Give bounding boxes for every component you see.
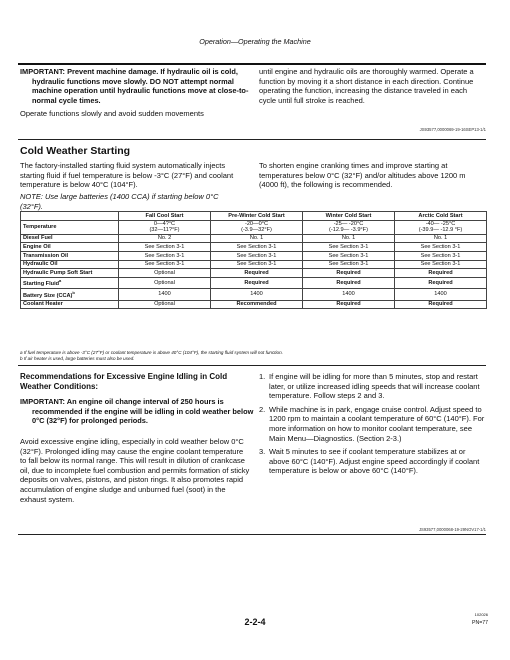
step-1 bbox=[259, 372, 485, 401]
table-cell: See Section 3-1 bbox=[395, 243, 487, 252]
row-label: Hydraulic Pump Soft Start bbox=[21, 269, 119, 278]
step-2 bbox=[259, 405, 485, 443]
table-cell: Required bbox=[303, 269, 395, 278]
table-cell: See Section 3-1 bbox=[119, 260, 211, 269]
table-cell: Recommended bbox=[211, 300, 303, 309]
table-row bbox=[21, 277, 487, 288]
table-cell: No. 1 bbox=[395, 234, 487, 243]
footnote-marker: a bbox=[59, 278, 62, 284]
table-cell: No. 1 bbox=[303, 234, 395, 243]
step-number: 3. bbox=[259, 447, 266, 457]
table-cell: No. 2 bbox=[119, 234, 211, 243]
table-cell: Optional bbox=[119, 277, 211, 288]
table-cell: 0—4?°C (32—11?°F) bbox=[119, 220, 211, 234]
top-rule bbox=[18, 63, 486, 65]
table-cell: See Section 3-1 bbox=[119, 243, 211, 252]
table-header-cell: Arctic Cold Start bbox=[395, 212, 487, 221]
step-text: While machine is in park, engage cruise control. Adjust speed to 1200 rpm to maintain a coolant temperature of 60°C (140°F). For more information on how to monitor coolant temperature, see Main Menu—Diagnostics. (Section 2-3.) bbox=[269, 404, 485, 443]
reference-code: JS93577,0000069-19-16SEP13-1/1 bbox=[419, 127, 486, 132]
step-text: If engine will be idling for more than 5 minutes, stop and restart later, or utilize increased idling speeds that will increase coolant temperature. Follow steps 2 and 3. bbox=[269, 372, 480, 401]
footnote-a: a If fuel temperature is above -3°C (27°F) or coolant temperature is above 40°C (104°F), the starting fluid system will not function. bbox=[20, 350, 283, 355]
table-row bbox=[21, 220, 487, 234]
table-cell: See Section 3-1 bbox=[211, 243, 303, 252]
table-cell: See Section 3-1 bbox=[395, 260, 487, 269]
footnote-b: b If air heater is used, large batteries must also be used. bbox=[20, 356, 135, 361]
table-row bbox=[21, 300, 487, 309]
row-label: Hydraulic Oil bbox=[21, 260, 119, 269]
table-cell: See Section 3-1 bbox=[119, 251, 211, 260]
footer-pn: PN=77 bbox=[471, 620, 488, 626]
row-label: Coolant Heater bbox=[21, 300, 119, 309]
row-label: Temperature bbox=[21, 220, 119, 234]
row-label: Battery Size (CCA)$^b$ bbox=[21, 289, 119, 300]
battery-note: NOTE: Use large batteries (1400 CCA) if starting below 0°C (32°F). bbox=[20, 192, 219, 211]
table-cell: 1400 bbox=[395, 289, 487, 300]
table-cell: Required bbox=[303, 300, 395, 309]
section-rule bbox=[18, 139, 486, 140]
table-row bbox=[21, 260, 487, 269]
table-cell: See Section 3-1 bbox=[211, 260, 303, 269]
table-row bbox=[21, 289, 487, 300]
page-number: 2-2-4 bbox=[244, 617, 266, 627]
table-header-cell: Pre-Winter Cold Start bbox=[211, 212, 303, 221]
footnote-marker: b bbox=[72, 289, 75, 295]
table-cell: Required bbox=[395, 300, 487, 309]
idling-important: IMPORTANT: An engine oil change interval of 250 hours is recommended if the engine will be idling in cold weather below 0°C (32°F) for prolonged periods. bbox=[20, 397, 254, 426]
table-cell: Optional bbox=[119, 269, 211, 278]
table-cell: 1400 bbox=[303, 289, 395, 300]
footer-code: 102026 bbox=[474, 612, 488, 617]
step-3 bbox=[259, 447, 485, 476]
step-number: 1. bbox=[259, 372, 266, 381]
recommendation-intro: To shorten engine cranking times and improve starting at temperatures below 0°C (32°F) and/or altitudes above 1200 m (4000 ft), the following is recommended. bbox=[259, 161, 466, 190]
table-row bbox=[21, 243, 487, 252]
step-number: 2. bbox=[259, 404, 266, 414]
warm-up-text: until engine and hydraulic oils are thoroughly warmed. Operate a function by moving it a short distance in each direction. Continue operating the function, increasing the distance traveled in each cycle until full stroke is reached. bbox=[259, 67, 474, 105]
table-cell: 1400 bbox=[211, 289, 303, 300]
operate-text: Operate functions slowly and avoid sudden movements bbox=[20, 109, 204, 118]
table-header-cell bbox=[21, 212, 119, 221]
table-cell: Required bbox=[211, 269, 303, 278]
table-cell: Required bbox=[395, 269, 487, 278]
table-cell: 1400 bbox=[119, 289, 211, 300]
table-cell: -40— -25°C (-39.9— -12.9 °F) bbox=[395, 220, 487, 234]
table-row bbox=[21, 269, 487, 278]
table-cell: Required bbox=[211, 277, 303, 288]
table-cell: Required bbox=[395, 277, 487, 288]
table-cell: See Section 3-1 bbox=[303, 251, 395, 260]
important-note: IMPORTANT: Prevent machine damage. If hydraulic oil is cold, hydraulic functions move slowly. DO NOT attempt normal machine operation until hydraulic functions move at close-to-normal cycle times. bbox=[20, 67, 249, 105]
starting-fluid-text: The factory-installed starting fluid system automatically injects starting fluid if fuel temperature is below -3°C (27°F) and coolant temperature is below 40°C (104°F). bbox=[20, 161, 234, 190]
row-label: Transmission Oil bbox=[21, 251, 119, 260]
table-cell: See Section 3-1 bbox=[303, 243, 395, 252]
row-label: Diesel Fuel bbox=[21, 234, 119, 243]
section-rule-2 bbox=[18, 365, 486, 366]
table-cell: See Section 3-1 bbox=[211, 251, 303, 260]
idling-steps bbox=[259, 372, 485, 476]
table-cell: See Section 3-1 bbox=[303, 260, 395, 269]
table-cell: Required bbox=[303, 277, 395, 288]
table-cell: -20—0°C (-3.9—32°F) bbox=[211, 220, 303, 234]
table-cell: Optional bbox=[119, 300, 211, 309]
table-row bbox=[21, 234, 487, 243]
bottom-rule bbox=[18, 534, 486, 535]
table-cell: -25— -20°C (-12.9— -3.9°F) bbox=[303, 220, 395, 234]
cold-start-table bbox=[20, 211, 487, 309]
section-title: Cold Weather Starting bbox=[20, 145, 131, 157]
row-label: Engine Oil bbox=[21, 243, 119, 252]
reference-code-2: JS93577,0000068-19-29NOV17-1/1 bbox=[418, 527, 486, 532]
idling-body: Avoid excessive engine idling, especially in cold weather below 0°C (32°F). Prolonged idling may cause the engine coolant temperature to fall below its normal range. This will result in dilution of crankcase oil, due to incomplete fuel combustion and permits formation of sticky deposits on valves, pistons, and piston rings. It also promotes rapid accumulation of engine sludge and unburned fuel (soot) in the exhaust system. bbox=[20, 437, 250, 504]
idling-title: Recommendations for Excessive Engine Idling in Cold Weather Conditions: bbox=[20, 372, 228, 391]
table-cell: See Section 3-1 bbox=[395, 251, 487, 260]
table-header-cell: Winter Cold Start bbox=[303, 212, 395, 221]
table-header-cell: Fall Cool Start bbox=[119, 212, 211, 221]
step-text: Wait 5 minutes to see if coolant temperature stabilizes at or above 60°C (140°F). Adjust engine speed accordingly if coolant temperature is below or above 60°C (140°F). bbox=[269, 447, 480, 476]
table-cell: No. 1 bbox=[211, 234, 303, 243]
cold-start-table-wrap bbox=[20, 211, 487, 309]
row-label: Starting Fluid$^a$ bbox=[21, 277, 119, 288]
page-header: Operation—Operating the Machine bbox=[199, 37, 311, 46]
table-row bbox=[21, 251, 487, 260]
